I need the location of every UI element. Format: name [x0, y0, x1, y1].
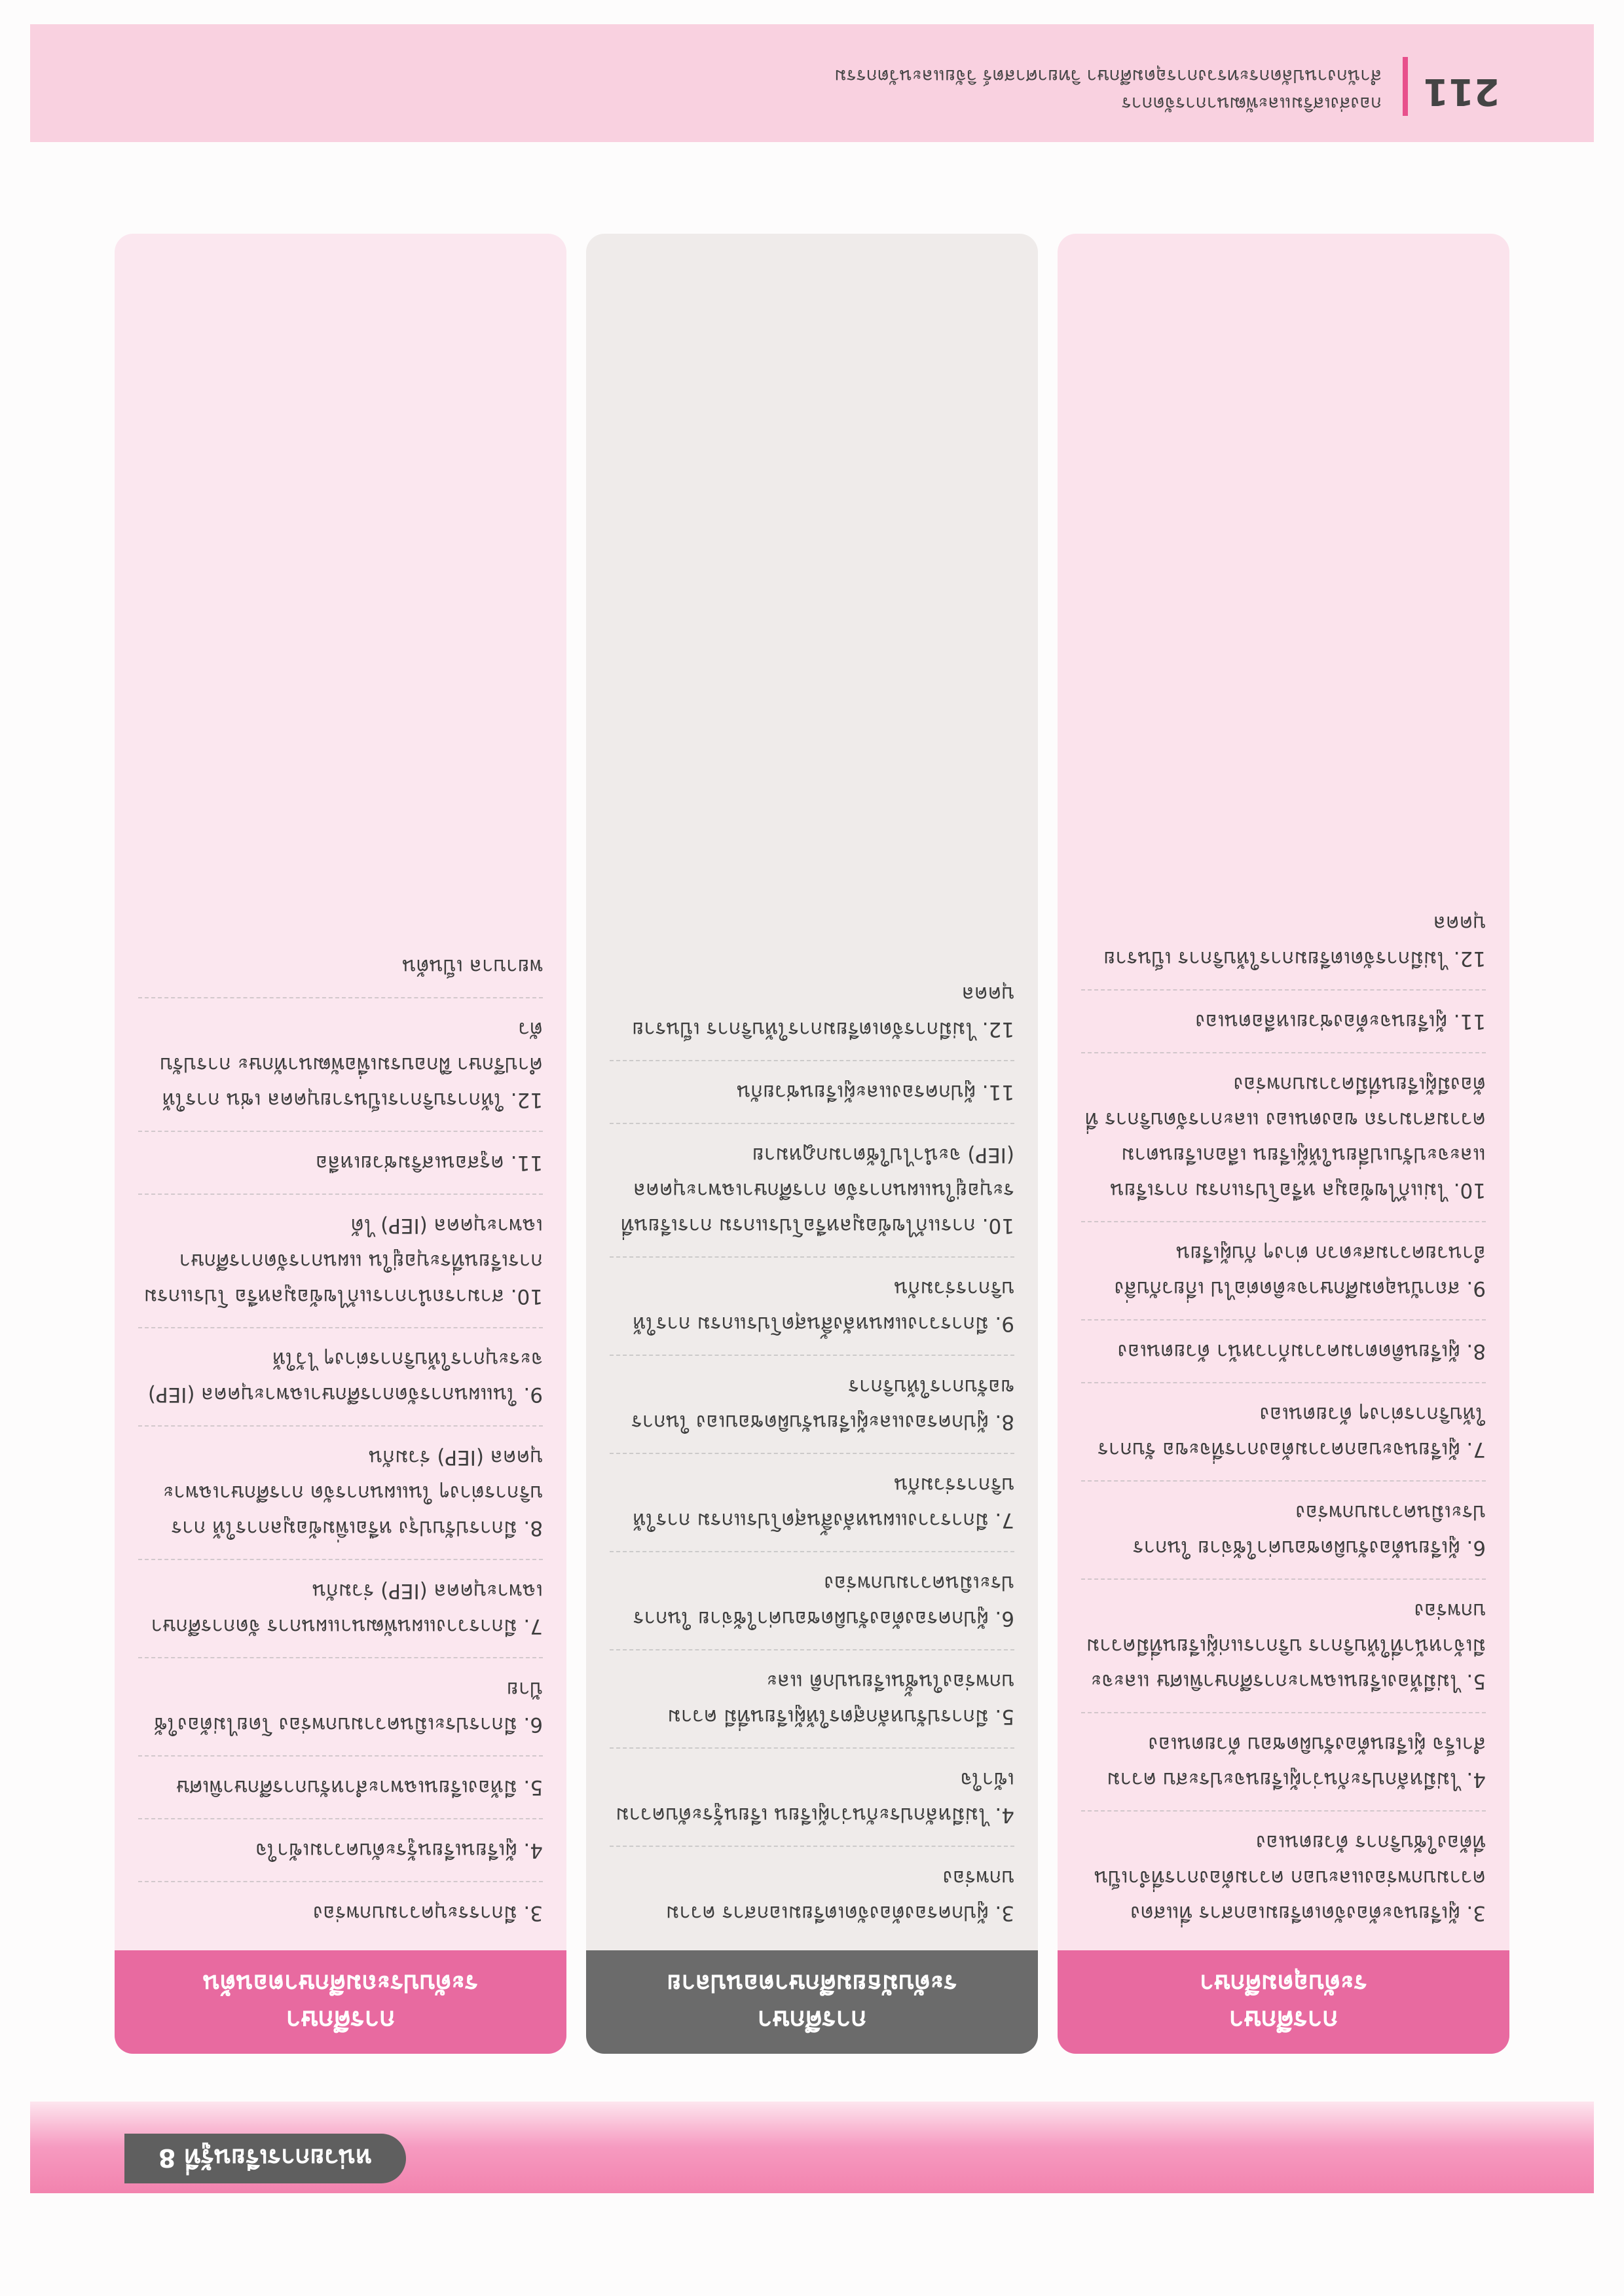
list-item: 3. มีการระบุความบกพร่อง	[138, 1881, 543, 1944]
column-primary-title-1: การศึกษา	[286, 2005, 396, 2035]
list-item: 8. มีการปรับปรุง หรือเพิ่มข้อมูลการให้ การบริการต่างๆ ในแผนการจัด การศึกษาเฉพาะบุคคล (IEP) ร่วมกัน	[138, 1425, 543, 1559]
list-item: 7. ผู้เรียนจะบอกความต้องการที่จะขอ รับการให้บริการต่างๆ ด้วยตนเอง	[1081, 1382, 1486, 1480]
list-item: 5. มีห้องเรียนเฉพาะสำหรับการศึกษาพิเศษ	[138, 1755, 543, 1818]
list-item: 10. การแก้ไขข้อมูลหรือโปรแกรม การเรียนที่ระบุอยู่ในแผนการจัด การศึกษาเฉพาะบุคคล (IEP) จะนำไปใช้ตามกฎหมาย	[610, 1123, 1014, 1256]
list-item: 6. มีการประเมินความบกพร่อง โดยไม่ต้องใช้ป้าย	[138, 1657, 543, 1755]
list-item: 3. ผู้เรียนจะต้องจัดเตรียมเอกสาร ที่แสดงความบกพร่องและบอก ความต้องการที่จำเป็นที่ต้องใช้บริการ ด้วยตนเอง	[1081, 1810, 1486, 1944]
column-higher-title-2: ระดับอุดมศึกษา	[1200, 1969, 1367, 1998]
column-secondary-body	[586, 234, 1038, 1950]
list-item: 8. ผู้เรียนติดตามความก้าวหน้า ด้วยตนเอง	[1081, 1319, 1486, 1382]
column-higher-header	[1058, 1950, 1509, 2054]
list-item: 6. ผู้เรียนต้องรับผิดชอบค่าใช้จ่าย ในการประเมินความบกพร่อง	[1081, 1480, 1486, 1578]
column-secondary-header	[586, 1950, 1038, 2054]
list-item: 5. ไม่มีห้องเรียนเฉพาะการศึกษาพิเศษ และจะมีเจ้าหน้าที่ให้บริการ บริการแก่ผู้เรียนที่มีความบกพร่อง	[1081, 1578, 1486, 1712]
list-item: 12. ให้การบริการเป็นรายบุคคล เช่น การให้คำปรึกษา ฝึกอบรมเพื่อพัฒนาทักษะ การปรับตัว	[138, 997, 543, 1131]
list-item: 11. ครูสอนเสริมช่วยเหลือ	[138, 1131, 543, 1194]
column-secondary-education	[586, 234, 1038, 2054]
column-secondary-title-2: ระดับมัธยมศึกษาตอนปลาย	[667, 1969, 957, 1998]
column-higher-education	[1058, 234, 1509, 2054]
column-higher-body	[1058, 234, 1509, 1950]
column-primary-body	[115, 234, 566, 1950]
list-item: 4. ไม่มีหลักประกันว่าผู้เรียน เรียนรู้ระดับความเข้าใจ	[610, 1747, 1014, 1846]
list-item: 11. ผู้เรียนจะต้องช่วยเหลือตนเอง	[1081, 989, 1486, 1052]
list-item: 8. ผู้ปกครองและผู้เรียนรับผิดชอบเอง ในการขอรับการให้บริการ	[610, 1355, 1014, 1453]
comparison-table	[115, 234, 1509, 2054]
column-secondary-title-1: การศึกษา	[757, 2005, 867, 2035]
list-item: พยาบาล เป็นต้น	[402, 955, 543, 978]
list-item: 4. ไม่มีหลักประกันว่าผู้เรียนจะประสบ ความสำเร็จ ผู้เรียนต้องรับผิดชอบ ด้วยตนเอง	[1081, 1712, 1486, 1810]
list-item: 12. ไม่มีการจัดเตรียมการให้บริการ เป็นรายบุคคล	[1103, 911, 1486, 970]
list-item: 5. มีการปรับหลักสูตรให้ผู้เรียนที่มี ความบกพร่องในชั้นเรียนปกติ และ	[610, 1649, 1014, 1747]
list-item: 3. ผู้ปกครองต้องจัดเตรียมเอกสาร ความบกพร่อง	[610, 1846, 1014, 1944]
list-item: 6. ผู้ปกครองต้องรับผิดชอบค่าใช้จ่าย ในการประเมินความบกพร่อง	[610, 1551, 1014, 1649]
column-higher-title-1: การศึกษา	[1228, 2005, 1338, 2035]
list-item: 9. ในแผนการจัดการศึกษาเฉพาะบุคคล (IEP) จะระบุการให้บริการต่างๆ ไว้ให้	[138, 1327, 543, 1425]
list-item: 4. ผู้เรียนเรียนรู้ระดับความเข้าใจ	[138, 1818, 543, 1881]
list-item: 11. ผู้ปกครองและผู้เรียนช่วยกัน	[610, 1060, 1014, 1123]
list-item: 9. สถาบันอุดมศึกษาจะติดต่อไป เกี่ยวกับสิ่งอำนวยความสะดวก ต่างๆ กับผู้เรียน	[1081, 1221, 1486, 1319]
footer-divider	[1403, 57, 1408, 116]
footer-line-2: สำนักงานปลัดกระทรวงการอุดมศึกษา วิทยาศาสตร์ วิจัยและนวัตกรรม	[834, 65, 1382, 87]
list-item: 7. มีการวางแผนพัฒนาแผนการ จัดการศึกษาเฉพาะบุคคล (IEP) ร่วมกัน	[138, 1559, 543, 1657]
unit-label: หน่วยการเรียนรู้ที่ 8	[124, 2134, 406, 2183]
footer-text	[834, 62, 1382, 117]
list-item: 10. สามารถนำการแก้ไขข้อมูลหรือ โปรแกรมการเรียนที่ระบุอยู่ใน แผนการจัดการศึกษาเฉพาะบุคคล (IEP) ได้	[138, 1194, 543, 1327]
list-item: 12. ไม่มีการจัดเตรียมการให้บริการ เป็นรายบุคคล	[632, 982, 1014, 1041]
page-number: 211	[1423, 70, 1500, 113]
column-primary-title-2: ระดับประถมศึกษาตอนต้น	[202, 1969, 479, 1998]
list-item: 7. มีการวางแผนหลังสิ้นสุดโปรแกรม การให้บริการร่วมกัน	[610, 1453, 1014, 1551]
column-primary-education	[115, 234, 566, 2054]
footer-line-1: กองส่งเสริมและพัฒนาการจัดการ	[1121, 93, 1382, 115]
column-primary-header	[115, 1950, 566, 2054]
list-item: 9. มีการวางแผนหลังสิ้นสุดโปรแกรม การให้บริการร่วมกัน	[610, 1256, 1014, 1355]
list-item: 10. ไม่แก้ไขข้อมูล หรือโปรแกรม การเรียน และจะปรับเปลี่ยนให้ผู้เรียน เลือกเรียนตามความสามารถ ของตนเอง และการจัดบริการ ที่ต้องมีผู้เรียนที่มีความบกพร่อง	[1081, 1052, 1486, 1221]
